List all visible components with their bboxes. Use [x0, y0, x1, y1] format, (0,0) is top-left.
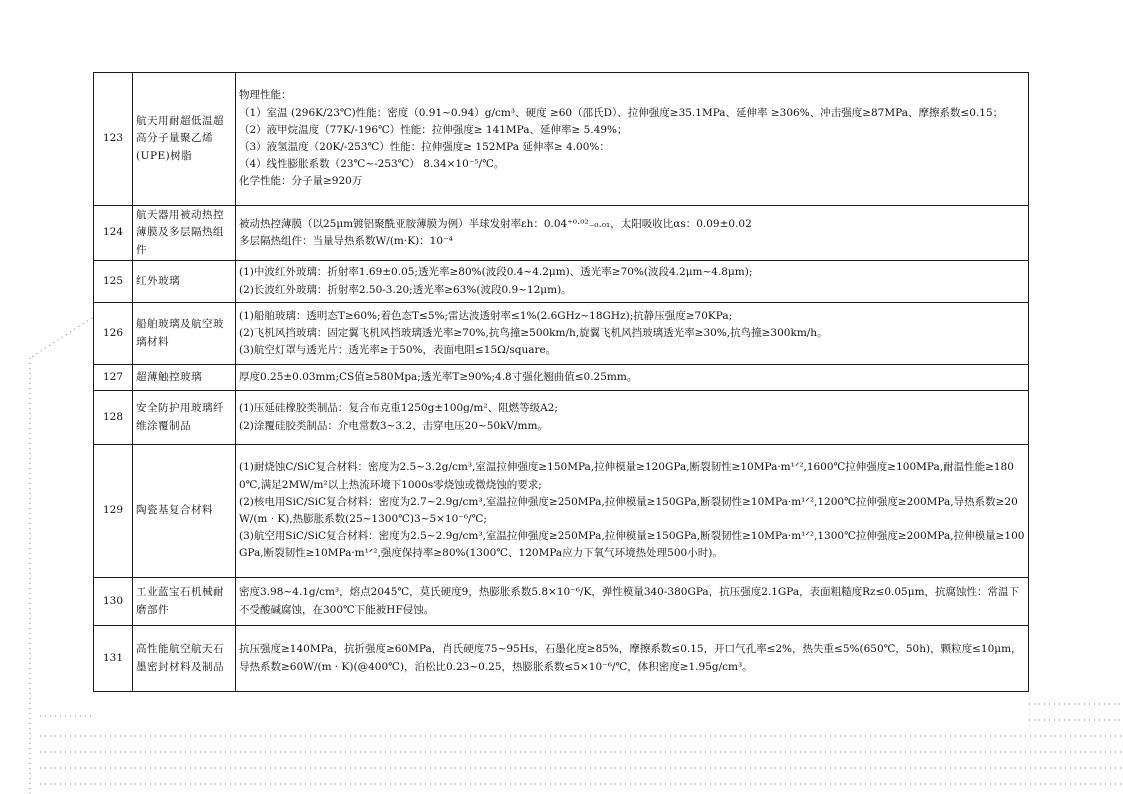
material-name: 工业蓝宝石机械耐磨部件: [133, 578, 236, 626]
spec-line: （4）线性膨胀系数（23℃~-253℃） 8.34×10⁻⁵/℃。: [239, 158, 505, 171]
material-spec: [236, 206, 1029, 261]
material-name: 超薄触控玻璃: [133, 365, 236, 391]
row-number: 124: [94, 206, 133, 261]
table-row: [94, 626, 1029, 692]
table-row: [94, 73, 1029, 206]
spec-line: (2)核电用SiC/SiC复合材料：密度为2.7~2.9g/cm³,室温拉伸强度≥250MPa,拉伸模量≥150GPa,断裂韧性≥10MPa·m¹ᐟ²,1200℃拉伸强度≥200MPa,导热系数≥20W/(m · K),热膨胀系数(25~1300℃)3~5×10⁻⁶/℃;: [239, 495, 1018, 525]
table-row: [94, 445, 1029, 578]
spec-line: (2)涂覆硅胶类制品：介电常数3~3.2、击穿电压20~50kV/mm。: [239, 419, 548, 432]
spec-line: (1)压延硅橡胶类制品：复合布克重1250g±100g/m²、阻燃等级A2;: [239, 402, 558, 415]
row-number: 123: [94, 73, 133, 206]
material-name: 船舶玻璃及航空玻璃材料: [133, 303, 236, 365]
material-spec: [236, 626, 1029, 692]
material-name: 陶瓷基复合材料: [133, 445, 236, 578]
material-spec-table: [93, 72, 1029, 692]
spec-line: 密度3.98~4.1g/cm³，熔点2045℃，莫氏硬度9，热膨胀系数5.8×10⁻⁶/K，弹性模量340-380GPa，抗压强度2.1GPa，表面粗糙度Rz≤0.05μm，抗腐蚀性：常温下不受酸碱腐蚀，在300℃下能被HF侵蚀。: [239, 586, 1020, 616]
material-name: 高性能航空航天石墨密封材料及制品: [133, 626, 236, 692]
row-number: 128: [94, 391, 133, 445]
table-row: [94, 391, 1029, 445]
row-number: 129: [94, 445, 133, 578]
spec-line: (2)飞机风挡玻璃：固定翼飞机风挡玻璃透光率≥70%,抗鸟撞≥500km/h,旋翼飞机风挡玻璃透光率≥30%,抗鸟撞≥300km/h。: [239, 326, 828, 339]
table-row: [94, 261, 1029, 303]
spec-line: 抗压强度≥140MPa，抗折强度≥60MPa，肖氏硬度75~95Hs，石墨化度≥85%，摩擦系数≤0.15，开口气孔率≤2%，热失重≤5%(650℃，50h)，颗粒度≤10μm，导热系数≥60W/(m · K)(@400℃)，泊松比0.23~0.25，热膨胀系数≤5×10⁻⁶/℃，体积密度≥1.95g/cm³。: [239, 643, 1022, 673]
spec-line: (3)航空用SiC/SiC复合材料：密度为2.5~2.9g/cm³,室温拉伸强度≥250MPa,拉伸模量≥150GPa,断裂韧性≥10MPa·m¹ᐟ²,1300℃拉伸强度≥200MPa,拉伸模量≥100GPa,断裂韧性≥10MPa·m¹ᐟ²,强度保持率≥80%(1300℃、120MPa应力下氧气环境热处理500小时)。: [239, 530, 1025, 560]
material-name: 航天器用被动热控薄膜及多层隔热组件: [133, 206, 236, 261]
material-spec: [236, 365, 1029, 391]
row-number: 127: [94, 365, 133, 391]
material-spec: [236, 261, 1029, 303]
material-spec: [236, 303, 1029, 365]
table-row: [94, 578, 1029, 626]
material-name: 红外玻璃: [133, 261, 236, 303]
spec-line: 厚度0.25±0.03mm;CS值≥580Mpa;透光率T≥90%;4.8寸强化翘曲值≤0.25mm。: [239, 370, 638, 383]
row-number: 125: [94, 261, 133, 303]
table-row: [94, 303, 1029, 365]
spec-line: (1)船舶玻璃：透明态T≥60%;着色态T≤5%;雷达波透射率≤1%(2.6GHz~18GHz);抗静压强度≥70KPa;: [239, 309, 733, 322]
row-number: 126: [94, 303, 133, 365]
spec-line: 物理性能：: [239, 89, 292, 102]
spec-line: (3)航空灯罩与透光片：透光率≥于50%，表面电阻≤15Ω/square。: [239, 344, 557, 357]
spec-line: （3）液氢温度（20K/-253℃）性能：拉伸强度≥ 152MPa 延伸率≥ 4.00%：: [239, 141, 610, 153]
row-number: 131: [94, 626, 133, 692]
row-number: 130: [94, 578, 133, 626]
spec-line: (1)耐烧蚀C/SiC复合材料：密度为2.5~3.2g/cm³,室温拉伸强度≥150MPa,拉伸模量≥120GPa,断裂韧性≥10MPa·m¹ᐟ²,1600℃拉伸强度≥100MPa,耐温性能≥1800℃,满足2MW/m²以上热流环境下1000s零烧蚀或微烧蚀的要求;: [239, 461, 1014, 491]
material-spec: [236, 578, 1029, 626]
spec-line: （1）室温 (296K/23℃)性能：密度（0.91~0.94）g/cm³、硬度 ≥60（邵氏D）、拉伸强度≥35.1MPa、延伸率 ≥306%、冲击强度≥87MPa、摩擦系数≤0.15；: [239, 106, 1004, 119]
table-row: [94, 365, 1029, 391]
material-name: 安全防护用玻璃纤维涂覆制品: [133, 391, 236, 445]
spec-line: 化学性能：分子量≥920万: [239, 175, 363, 188]
material-name: 航天用耐超低温超高分子量聚乙烯(UPE)树脂: [133, 73, 236, 206]
spec-line: (2)长波红外玻璃：折射率2.50-3.20;透光率≥63%(波段0.9~12μm)。: [239, 283, 572, 296]
spec-line: 被动热控薄膜（以25μm镀铝聚酰亚胺薄膜为例）半球发射率εh：0.04⁺⁰·⁰²₋₀.₀₁，太阳吸收比αs：0.09±0.02: [239, 217, 752, 230]
spec-line: (1)中波红外玻璃：折射率1.69±0.05;透光率≥80%(波段0.4~4.2μm)、透光率≥70%(波段4.2μm~4.8μm);: [239, 266, 753, 279]
spec-line: （2）液甲烷温度（77K/-196℃）性能：拉伸强度≥ 141MPa、延伸率≥ 5.49%；: [239, 123, 628, 136]
spec-line: 多层隔热组件：当量导热系数W/(m·K)：10⁻⁴: [239, 235, 453, 247]
material-spec: [236, 73, 1029, 206]
table-row: [94, 206, 1029, 261]
material-spec: [236, 391, 1029, 445]
material-spec: [236, 445, 1029, 578]
